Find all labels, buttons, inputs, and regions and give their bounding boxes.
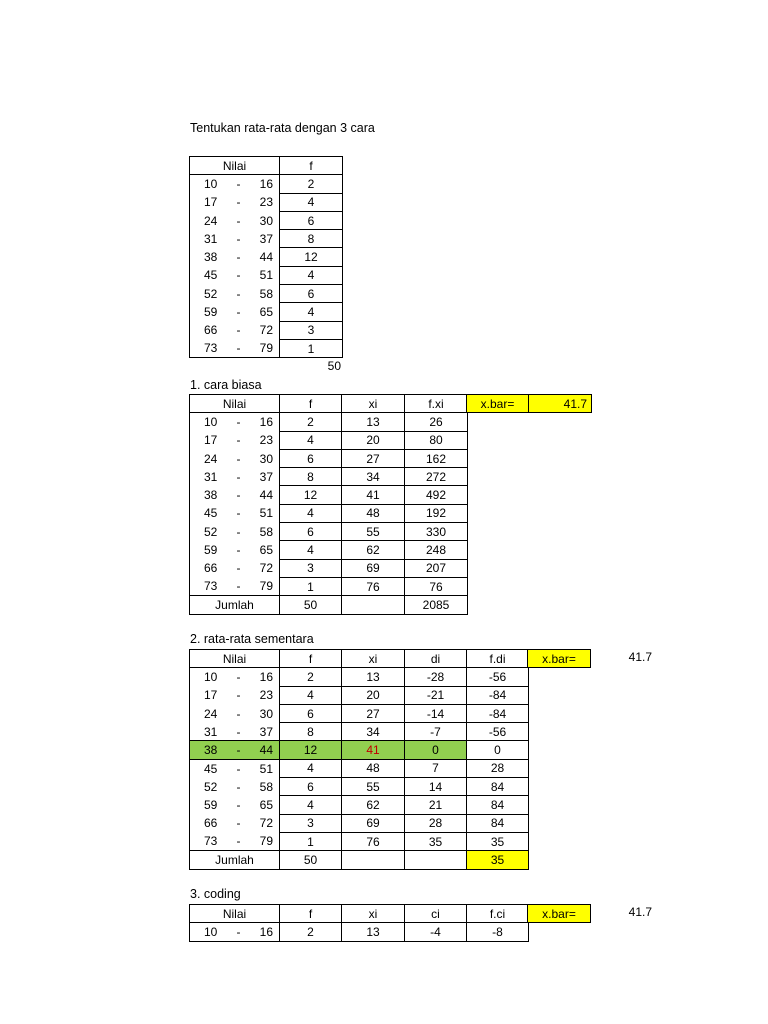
fxi-cell: 80: [405, 431, 468, 449]
range-low: 59: [204, 543, 218, 558]
range-low: 10: [204, 670, 218, 685]
range-low: 31: [204, 469, 218, 484]
nilai-cell: [190, 577, 280, 595]
ci-cell: -4: [405, 923, 467, 941]
nilai-cell: [190, 449, 280, 467]
jumlah-label: Jumlah: [190, 851, 280, 869]
table-row: [190, 193, 343, 211]
range-low: 10: [204, 415, 218, 430]
header-xi: xi: [342, 905, 405, 923]
range-high: 30: [259, 451, 273, 466]
range-high: 44: [259, 488, 273, 503]
range-low: 66: [204, 323, 218, 338]
range-dash: -: [236, 231, 241, 246]
xi-cell: 55: [342, 778, 405, 796]
table-row: [190, 303, 343, 321]
range-low: 38: [204, 250, 218, 265]
f-cell: 12: [280, 486, 342, 504]
nilai-cell: [190, 248, 280, 266]
range-dash: -: [236, 724, 241, 739]
header-nilai: Nilai: [190, 650, 280, 668]
xbar-value: 41.7: [529, 395, 592, 413]
range-low: 59: [204, 798, 218, 813]
nilai-cell: [190, 832, 280, 850]
fci-cell: -8: [467, 923, 529, 941]
section2-xbar-value: 41.7: [628, 650, 652, 664]
range-low: 17: [204, 688, 218, 703]
nilai-cell: [190, 175, 280, 193]
xbar-label: x.bar=: [528, 905, 591, 923]
f-cell: 6: [280, 704, 342, 722]
range-high: 16: [259, 415, 273, 430]
range-low: 10: [204, 924, 218, 939]
nilai-cell: [190, 523, 280, 541]
range-dash: -: [236, 268, 241, 283]
xi-cell: 27: [342, 704, 405, 722]
table-row: [190, 923, 529, 941]
table-row: [190, 668, 529, 686]
nilai-cell: [190, 486, 280, 504]
fdi-cell: -84: [467, 704, 529, 722]
range-high: 51: [259, 761, 273, 776]
range-dash: -: [236, 488, 241, 503]
range-low: 17: [204, 195, 218, 210]
table-row: [190, 704, 529, 722]
range-dash: -: [236, 524, 241, 539]
nilai-cell: [190, 796, 280, 814]
range-high: 79: [259, 834, 273, 849]
f-cell: 1: [280, 577, 342, 595]
nilai-cell: [190, 266, 280, 284]
f-cell: 6: [280, 449, 342, 467]
nilai-cell: [190, 741, 280, 759]
header-fci: f.ci: [467, 905, 529, 923]
coding-table: [189, 904, 529, 942]
f-cell: 12: [280, 248, 343, 266]
fxi-cell: 207: [405, 559, 468, 577]
jumlah-f: 50: [280, 851, 342, 869]
range-dash: -: [236, 341, 241, 356]
range-high: 37: [259, 724, 273, 739]
fdi-cell: 28: [467, 759, 529, 777]
range-dash: -: [236, 177, 241, 192]
nilai-cell: [190, 230, 280, 248]
section1-label: 1. cara biasa: [190, 378, 262, 392]
range-low: 10: [204, 177, 218, 192]
range-dash: -: [236, 670, 241, 685]
di-cell: -21: [405, 686, 467, 704]
fxi-cell: 162: [405, 449, 468, 467]
nilai-cell: [190, 339, 280, 357]
section1-xbar: [466, 394, 592, 413]
range-low: 73: [204, 579, 218, 594]
f-cell: 4: [280, 431, 342, 449]
range-dash: -: [236, 213, 241, 228]
range-high: 79: [259, 341, 273, 356]
table-row: [190, 559, 468, 577]
xi-cell: 34: [342, 468, 405, 486]
di-cell: -14: [405, 704, 467, 722]
cara-biasa-table: [189, 394, 468, 615]
range-low: 45: [204, 506, 218, 521]
header-f: f: [280, 650, 342, 668]
nilai-cell: [190, 285, 280, 303]
range-high: 58: [259, 286, 273, 301]
nilai-cell: [190, 413, 280, 431]
jumlah-fdi: 35: [467, 851, 529, 869]
nilai-cell: [190, 321, 280, 339]
xi-cell: 41: [342, 741, 405, 759]
table-row: [190, 486, 468, 504]
range-low: 52: [204, 779, 218, 794]
nilai-cell: [190, 431, 280, 449]
range-dash: -: [236, 579, 241, 594]
f-cell: 4: [280, 759, 342, 777]
f-cell: 2: [280, 668, 342, 686]
range-dash: -: [236, 323, 241, 338]
header-di: di: [405, 650, 467, 668]
table-row: [190, 449, 468, 467]
range-low: 38: [204, 743, 218, 758]
range-low: 31: [204, 724, 218, 739]
xbar-label: x.bar=: [467, 395, 529, 413]
f-cell: 2: [280, 413, 342, 431]
xi-cell: 34: [342, 723, 405, 741]
table-row: [190, 266, 343, 284]
xi-cell: 41: [342, 486, 405, 504]
range-low: 38: [204, 488, 218, 503]
xi-cell: 48: [342, 759, 405, 777]
jumlah-xi-empty: [342, 851, 405, 869]
table-row: [190, 577, 468, 595]
table-row: [190, 431, 468, 449]
range-dash: -: [236, 561, 241, 576]
range-high: 37: [259, 469, 273, 484]
jumlah-row: [190, 596, 468, 614]
range-high: 79: [259, 579, 273, 594]
table-row: [190, 175, 343, 193]
frequency-total: 50: [327, 359, 341, 373]
range-high: 65: [259, 798, 273, 813]
xi-cell: 76: [342, 832, 405, 850]
di-cell: 28: [405, 814, 467, 832]
jumlah-fxi: 2085: [405, 596, 468, 614]
table-row: [190, 339, 343, 357]
jumlah-f: 50: [280, 596, 342, 614]
nilai-cell: [190, 193, 280, 211]
jumlah-di-empty: [405, 851, 467, 869]
range-high: 58: [259, 524, 273, 539]
range-dash: -: [236, 761, 241, 776]
fxi-cell: 192: [405, 504, 468, 522]
range-high: 51: [259, 506, 273, 521]
section3-label: 3. coding: [190, 887, 241, 901]
range-dash: -: [236, 195, 241, 210]
di-cell: 0: [405, 741, 467, 759]
range-high: 58: [259, 779, 273, 794]
xi-cell: 62: [342, 541, 405, 559]
f-cell: 4: [280, 504, 342, 522]
xi-cell: 55: [342, 523, 405, 541]
fxi-cell: 76: [405, 577, 468, 595]
table-row: [190, 413, 468, 431]
fxi-cell: 330: [405, 523, 468, 541]
f-cell: 4: [280, 541, 342, 559]
range-low: 66: [204, 561, 218, 576]
f-cell: 6: [280, 285, 343, 303]
f-cell: 3: [280, 559, 342, 577]
f-cell: 6: [280, 211, 343, 229]
nilai-cell: [190, 559, 280, 577]
fdi-cell: 84: [467, 778, 529, 796]
f-cell: 6: [280, 778, 342, 796]
header-xi: xi: [342, 395, 405, 413]
table-row: [190, 723, 529, 741]
range-dash: -: [236, 543, 241, 558]
range-dash: -: [236, 469, 241, 484]
range-dash: -: [236, 688, 241, 703]
table-row: [190, 211, 343, 229]
f-cell: 6: [280, 523, 342, 541]
range-high: 72: [259, 323, 273, 338]
table-row: [190, 741, 529, 759]
f-cell: 3: [280, 814, 342, 832]
range-dash: -: [236, 451, 241, 466]
range-low: 52: [204, 286, 218, 301]
fxi-cell: 492: [405, 486, 468, 504]
nilai-cell: [190, 759, 280, 777]
range-dash: -: [236, 506, 241, 521]
range-low: 73: [204, 341, 218, 356]
fdi-cell: 84: [467, 796, 529, 814]
range-low: 73: [204, 834, 218, 849]
range-high: 30: [259, 706, 273, 721]
range-low: 45: [204, 761, 218, 776]
range-low: 17: [204, 433, 218, 448]
f-cell: 8: [280, 230, 343, 248]
table-row: [190, 796, 529, 814]
section2-label: 2. rata-rata sementara: [190, 632, 314, 646]
section3-xbar-value: 41.7: [628, 905, 652, 919]
table-row: [190, 541, 468, 559]
header-f: f: [280, 157, 343, 175]
range-high: 23: [259, 195, 273, 210]
range-high: 30: [259, 213, 273, 228]
table-row: [190, 832, 529, 850]
fxi-cell: 26: [405, 413, 468, 431]
f-cell: 3: [280, 321, 343, 339]
f-cell: 12: [280, 741, 342, 759]
range-low: 31: [204, 231, 218, 246]
range-dash: -: [236, 816, 241, 831]
nilai-cell: [190, 468, 280, 486]
range-low: 66: [204, 816, 218, 831]
di-cell: -7: [405, 723, 467, 741]
header-fxi: f.xi: [405, 395, 468, 413]
range-dash: -: [236, 743, 241, 758]
section2-xbar: [527, 649, 591, 668]
xi-cell: 13: [342, 923, 405, 941]
xbar-label: x.bar=: [528, 650, 591, 668]
range-low: 59: [204, 305, 218, 320]
header-f: f: [280, 905, 342, 923]
header-xi: xi: [342, 650, 405, 668]
range-low: 24: [204, 213, 218, 228]
table-row: [190, 778, 529, 796]
f-cell: 4: [280, 796, 342, 814]
fxi-cell: 272: [405, 468, 468, 486]
nilai-cell: [190, 211, 280, 229]
header-fdi: f.di: [467, 650, 529, 668]
xi-cell: 69: [342, 559, 405, 577]
xi-cell: 69: [342, 814, 405, 832]
range-dash: -: [236, 305, 241, 320]
range-high: 65: [259, 305, 273, 320]
nilai-cell: [190, 704, 280, 722]
nilai-cell: [190, 504, 280, 522]
table-row: [190, 321, 343, 339]
table-row: [190, 230, 343, 248]
jumlah-row: [190, 851, 529, 869]
range-high: 16: [259, 670, 273, 685]
jumlah-label: Jumlah: [190, 596, 280, 614]
range-dash: -: [236, 706, 241, 721]
fdi-cell: -84: [467, 686, 529, 704]
range-dash: -: [236, 779, 241, 794]
header-nilai: Nilai: [190, 905, 280, 923]
range-dash: -: [236, 834, 241, 849]
xi-cell: 13: [342, 413, 405, 431]
range-low: 45: [204, 268, 218, 283]
header-ci: ci: [405, 905, 467, 923]
xi-cell: 62: [342, 796, 405, 814]
range-high: 44: [259, 250, 273, 265]
range-dash: -: [236, 798, 241, 813]
table-row: [190, 523, 468, 541]
range-high: 65: [259, 543, 273, 558]
range-high: 23: [259, 433, 273, 448]
table-row: [190, 468, 468, 486]
range-low: 24: [204, 451, 218, 466]
range-dash: -: [236, 250, 241, 265]
frequency-table: [189, 156, 343, 358]
f-cell: 4: [280, 303, 343, 321]
table-row: [190, 248, 343, 266]
header-nilai: Nilai: [190, 395, 280, 413]
f-cell: 1: [280, 832, 342, 850]
range-dash: -: [236, 415, 241, 430]
nilai-cell: [190, 668, 280, 686]
range-low: 52: [204, 524, 218, 539]
f-cell: 2: [280, 923, 342, 941]
range-dash: -: [236, 286, 241, 301]
table-row: [190, 814, 529, 832]
nilai-cell: [190, 686, 280, 704]
di-cell: 14: [405, 778, 467, 796]
range-high: 44: [259, 743, 273, 758]
di-cell: 35: [405, 832, 467, 850]
xi-cell: 76: [342, 577, 405, 595]
page-title: Tentukan rata-rata dengan 3 cara: [190, 121, 375, 135]
header-nilai: Nilai: [190, 157, 280, 175]
f-cell: 8: [280, 723, 342, 741]
fdi-cell: -56: [467, 723, 529, 741]
nilai-cell: [190, 778, 280, 796]
fxi-cell: 248: [405, 541, 468, 559]
table-row: [190, 759, 529, 777]
range-high: 16: [259, 924, 273, 939]
nilai-cell: [190, 723, 280, 741]
range-dash: -: [236, 924, 241, 939]
xi-cell: 20: [342, 686, 405, 704]
f-cell: 4: [280, 686, 342, 704]
xi-cell: 20: [342, 431, 405, 449]
jumlah-xi-empty: [342, 596, 405, 614]
xi-cell: 13: [342, 668, 405, 686]
f-cell: 8: [280, 468, 342, 486]
f-cell: 4: [280, 266, 343, 284]
fdi-cell: 35: [467, 832, 529, 850]
di-cell: 21: [405, 796, 467, 814]
nilai-cell: [190, 814, 280, 832]
header-f: f: [280, 395, 342, 413]
range-high: 51: [259, 268, 273, 283]
range-high: 72: [259, 816, 273, 831]
range-high: 16: [259, 177, 273, 192]
xi-cell: 48: [342, 504, 405, 522]
f-cell: 2: [280, 175, 343, 193]
section3-xbar: [527, 904, 591, 923]
range-dash: -: [236, 433, 241, 448]
nilai-cell: [190, 923, 280, 941]
f-cell: 4: [280, 193, 343, 211]
table-row: [190, 285, 343, 303]
di-cell: 7: [405, 759, 467, 777]
fdi-cell: 84: [467, 814, 529, 832]
range-low: 24: [204, 706, 218, 721]
nilai-cell: [190, 303, 280, 321]
range-high: 37: [259, 231, 273, 246]
f-cell: 1: [280, 339, 343, 357]
table-row: [190, 504, 468, 522]
nilai-cell: [190, 541, 280, 559]
di-cell: -28: [405, 668, 467, 686]
range-high: 72: [259, 561, 273, 576]
table-row: [190, 686, 529, 704]
fdi-cell: -56: [467, 668, 529, 686]
rata-rata-sementara-table: [189, 649, 529, 870]
fdi-cell: 0: [467, 741, 529, 759]
xi-cell: 27: [342, 449, 405, 467]
range-high: 23: [259, 688, 273, 703]
